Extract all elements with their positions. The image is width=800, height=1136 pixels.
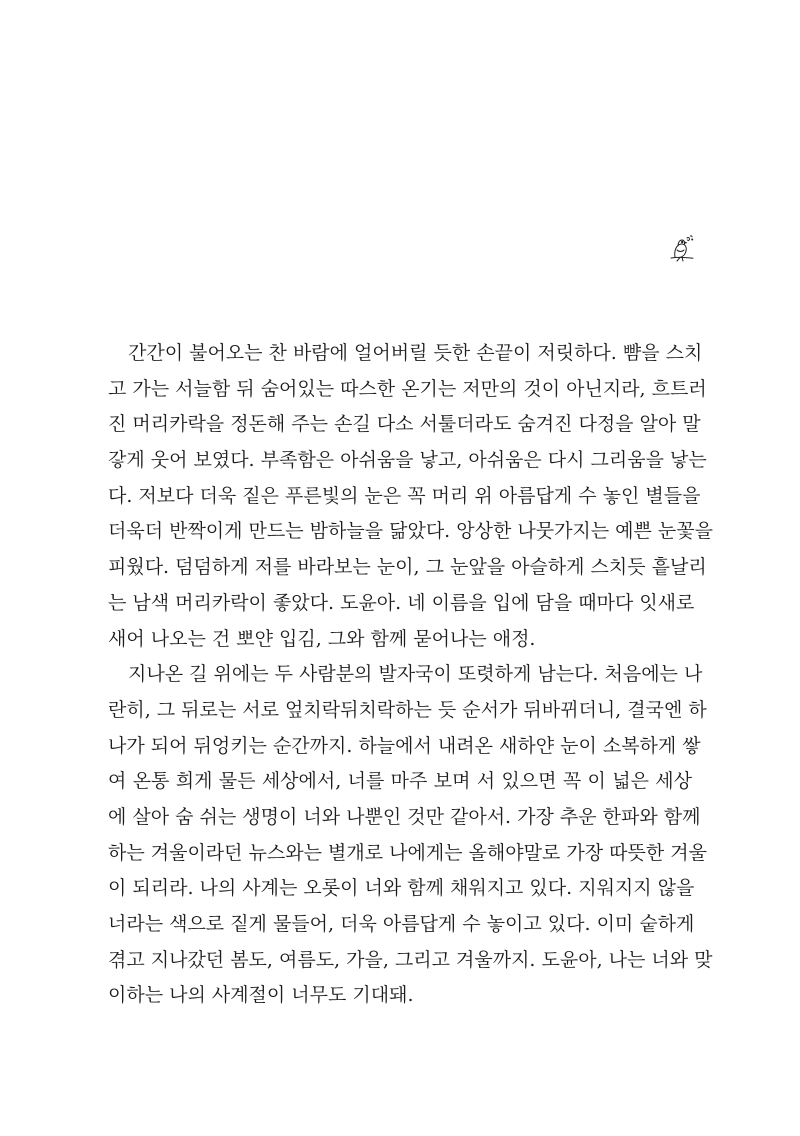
text-line: 여 온통 희게 물든 세상에서, 너를 마주 보며 서 있으면 꼭 이 넓은 세상 xyxy=(108,770,692,793)
text-line: 나가 되어 뒤엉키는 순간까지. 하늘에서 내려온 새하얀 눈이 소복하게 쌓 xyxy=(108,734,701,757)
text-line: 겪고 지나갔던 봄도, 여름도, 가을, 그리고 겨울까지. 도윤아, 나는 너와 맞 xyxy=(108,948,713,971)
paragraph xyxy=(108,657,713,1014)
text-line: 란히, 그 뒤로는 서로 엎치락뒤치락하는 듯 순서가 뒤바뀌더니, 결국엔 하 xyxy=(108,698,707,721)
text-line: 하는 겨울이라던 뉴스와는 별개로 나에게는 올해야말로 가장 따뜻한 겨울 xyxy=(108,841,707,864)
paragraph xyxy=(108,336,713,657)
text-line: 다. 저보다 더욱 짙은 푸른빛의 눈은 꼭 머리 위 아름답게 수 놓인 별들을 xyxy=(108,484,701,507)
text-line: 는 남색 머리카락이 좋았다. 도윤아. 네 이름을 입에 담을 때마다 잇새로 xyxy=(108,591,695,614)
text-line: 더욱더 반짝이게 만드는 밤하늘을 닮았다. 앙상한 나뭇가지는 예쁜 눈꽃을 xyxy=(108,520,713,543)
text-line: 간간이 불어오는 찬 바람에 얼어버릴 듯한 손끝이 저릿하다. 뺨을 스치 xyxy=(128,342,703,364)
story-text xyxy=(108,336,713,1014)
text-line: 이하는 나의 사계절이 너무도 기대돼. xyxy=(108,984,414,1007)
text-line: 에 살아 숨 쉬는 생명이 너와 나뿐인 것만 같아서. 가장 추운 한파와 함께 xyxy=(108,805,701,828)
text-line: 고 가는 서늘함 뒤 숨어있는 따스한 온기는 저만의 것이 아닌지라, 흐트러 xyxy=(108,377,707,400)
text-line: 너라는 색으로 짙게 물들어, 더욱 아름답게 수 놓이고 있다. 이미 숱하게 xyxy=(108,913,695,935)
text-line: 이 되리라. 나의 사계는 오롯이 너와 함께 채워지고 있다. 지워지지 않을 xyxy=(108,877,695,900)
bird-on-branch-icon xyxy=(666,233,696,263)
text-line: 지나온 길 위에는 두 사람분의 발자국이 또렷하게 남는다. 처음에는 나 xyxy=(128,663,703,686)
text-line: 진 머리카락을 정돈해 주는 손길 다소 서툴더라도 숨겨진 다정을 알아 말 xyxy=(108,413,701,436)
text-line: 피웠다. 덤덤하게 저를 바라보는 눈이, 그 눈앞을 아슬하게 스치듯 흩날리 xyxy=(108,556,707,579)
text-line: 새어 나오는 건 뽀얀 입김, 그와 함께 묻어나는 애정. xyxy=(108,627,536,650)
text-line: 갛게 웃어 보였다. 부족함은 아쉬움을 낳고, 아쉬움은 다시 그리움을 낳는 xyxy=(108,449,707,472)
